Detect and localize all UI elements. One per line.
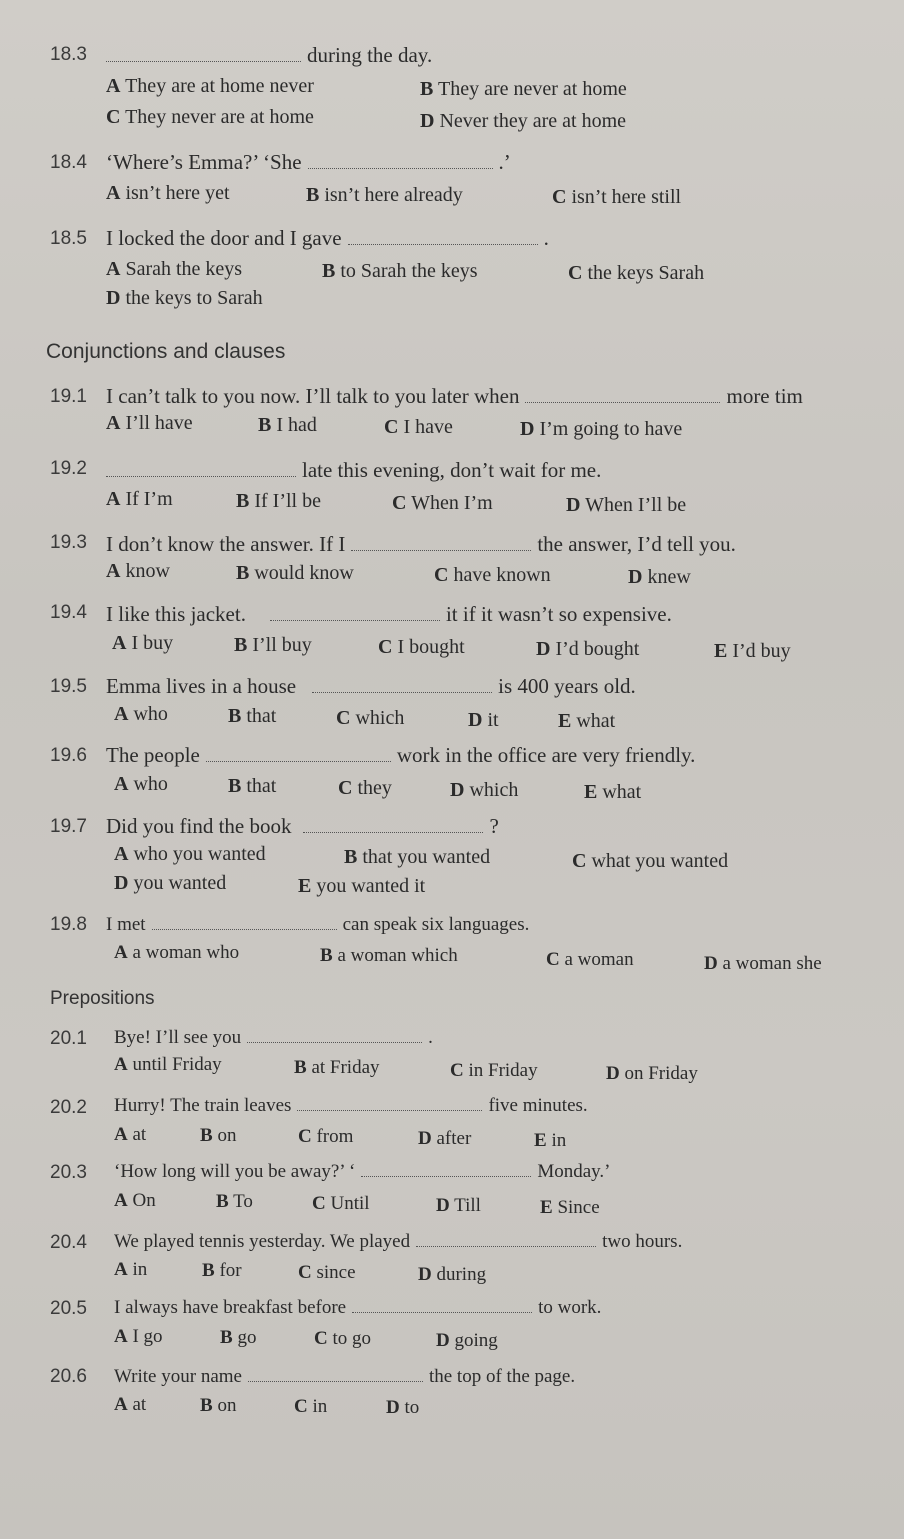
option-c[interactable]: C isn’t here still	[552, 186, 682, 208]
option-a[interactable]: A at	[114, 1124, 147, 1145]
option-a[interactable]: A in	[114, 1259, 148, 1280]
option-b[interactable]: B If I’ll be	[236, 490, 321, 512]
option-b[interactable]: B at Friday	[294, 1057, 380, 1078]
option-d[interactable]: D on Friday	[606, 1063, 698, 1084]
option-b[interactable]: B that	[228, 705, 277, 727]
option-b[interactable]: B go	[220, 1327, 257, 1348]
question-stem: Bye! I’ll see you .	[114, 1027, 433, 1048]
option-c[interactable]: C from	[298, 1126, 354, 1147]
question-number: 18.3	[50, 44, 87, 65]
option-d[interactable]: D a woman she	[704, 953, 822, 974]
option-a[interactable]: A a woman who	[114, 942, 240, 963]
question-number: 20.5	[50, 1298, 87, 1319]
option-e[interactable]: E I’d buy	[714, 640, 791, 662]
option-b[interactable]: B on	[200, 1125, 237, 1146]
option-a[interactable]: A If I’m	[106, 488, 173, 510]
question-number: 19.8	[50, 914, 87, 935]
option-a[interactable]: A until Friday	[114, 1054, 222, 1075]
section-heading-conjunctions: Conjunctions and clauses	[46, 340, 286, 363]
option-c[interactable]: C they	[338, 777, 392, 799]
option-b[interactable]: B on	[200, 1395, 237, 1416]
question-stem: We played tennis yesterday. We played two hours.	[114, 1231, 683, 1252]
question-stem: during the day.	[106, 43, 432, 68]
option-c[interactable]: C to go	[314, 1328, 372, 1349]
option-e[interactable]: E in	[534, 1130, 567, 1151]
option-e[interactable]: E Since	[540, 1197, 600, 1218]
option-d[interactable]: D you wanted	[114, 872, 227, 894]
option-d[interactable]: D I’m going to have	[520, 418, 683, 440]
option-a[interactable]: A who	[114, 703, 168, 725]
option-d[interactable]: D knew	[628, 566, 691, 588]
option-d[interactable]: D Never they are at home	[420, 110, 627, 132]
option-e[interactable]: E you wanted it	[298, 875, 426, 897]
option-c[interactable]: C Until	[312, 1193, 370, 1214]
question-number: 20.4	[50, 1232, 87, 1253]
option-a[interactable]: A I go	[114, 1326, 163, 1347]
question-number: 20.6	[50, 1366, 87, 1387]
option-d[interactable]: D it	[468, 709, 499, 731]
option-c[interactable]: C the keys Sarah	[568, 262, 705, 284]
option-d[interactable]: D the keys to Sarah	[106, 287, 263, 309]
option-a[interactable]: A I buy	[112, 632, 174, 654]
option-a[interactable]: A at	[114, 1394, 147, 1415]
option-b[interactable]: B They are never at home	[420, 78, 627, 100]
option-e[interactable]: E what	[558, 710, 616, 732]
option-b[interactable]: B To	[216, 1191, 253, 1212]
question-stem: I locked the door and I gave .	[106, 226, 549, 250]
option-c[interactable]: C in	[294, 1396, 328, 1417]
question-stem: The people work in the office are very friendly.	[106, 743, 696, 767]
option-b[interactable]: B I had	[258, 414, 317, 436]
option-d[interactable]: D Till	[436, 1195, 481, 1216]
option-a[interactable]: A They are at home never	[106, 75, 314, 97]
question-stem: Emma lives in a house is 400 years old.	[106, 674, 636, 698]
option-c[interactable]: C They never are at home	[106, 106, 314, 128]
option-d[interactable]: D I’d bought	[536, 638, 640, 660]
question-number: 18.5	[50, 228, 87, 249]
question-stem: I like this jacket. it if it wasn’t so expensive.	[106, 602, 672, 626]
question-stem: ‘How long will you be away?’ ‘ Monday.’	[114, 1161, 611, 1182]
question-number: 20.2	[50, 1097, 87, 1118]
question-number: 19.6	[50, 745, 87, 766]
option-c[interactable]: C which	[336, 707, 405, 729]
option-b[interactable]: B to Sarah the keys	[322, 260, 478, 282]
option-d[interactable]: D When I’ll be	[566, 494, 687, 516]
question-number: 18.4	[50, 152, 87, 173]
question-number: 19.2	[50, 458, 87, 479]
question-stem: ‘Where’s Emma?’ ‘She .’	[106, 150, 511, 174]
option-a[interactable]: A On	[114, 1190, 156, 1211]
option-d[interactable]: D going	[436, 1330, 498, 1351]
option-a[interactable]: A Sarah the keys	[106, 258, 243, 280]
question-stem: I met can speak six languages.	[106, 914, 530, 935]
section-heading-prepositions: Prepositions	[50, 988, 155, 1009]
option-d[interactable]: D which	[450, 779, 519, 801]
option-a[interactable]: A I’ll have	[106, 412, 193, 434]
option-c[interactable]: C a woman	[546, 949, 634, 970]
option-d[interactable]: D during	[418, 1264, 487, 1285]
option-e[interactable]: E what	[584, 781, 642, 803]
question-stem: I can’t talk to you now. I’ll talk to you later when more tim	[106, 384, 803, 408]
option-a[interactable]: A who you wanted	[114, 843, 266, 865]
option-c[interactable]: C I bought	[378, 636, 465, 658]
option-b[interactable]: B that you wanted	[344, 846, 491, 868]
question-stem: Write your name the top of the page.	[114, 1366, 576, 1387]
question-number: 20.1	[50, 1028, 87, 1049]
question-stem: I always have breakfast before to work.	[114, 1297, 602, 1318]
option-a[interactable]: A know	[106, 560, 170, 582]
question-number: 20.3	[50, 1162, 87, 1183]
option-b[interactable]: B for	[202, 1260, 242, 1281]
option-a[interactable]: A isn’t here yet	[106, 182, 230, 204]
question-number: 19.7	[50, 816, 87, 837]
option-c[interactable]: C I have	[384, 416, 453, 438]
option-c[interactable]: C what you wanted	[572, 850, 729, 872]
question-number: 19.5	[50, 676, 87, 697]
option-d[interactable]: D to	[386, 1397, 420, 1418]
option-b[interactable]: B a woman which	[320, 945, 458, 966]
option-b[interactable]: B isn’t here already	[306, 184, 463, 206]
question-number: 19.3	[50, 532, 87, 553]
option-c[interactable]: C have known	[434, 564, 551, 586]
question-stem: Did you find the book ?	[106, 814, 499, 838]
option-d[interactable]: D after	[418, 1128, 472, 1149]
option-c[interactable]: C When I’m	[392, 492, 493, 514]
option-b[interactable]: B would know	[236, 562, 354, 584]
option-c[interactable]: C since	[298, 1262, 356, 1283]
question-number: 19.1	[50, 386, 87, 407]
option-b[interactable]: B I’ll buy	[234, 634, 312, 656]
question-stem: I don’t know the answer. If I the answer, I’d tell you.	[106, 532, 736, 556]
option-c[interactable]: C in Friday	[450, 1060, 538, 1081]
option-a[interactable]: A who	[114, 773, 168, 795]
option-b[interactable]: B that	[228, 775, 277, 797]
question-stem: Hurry! The train leaves five minutes.	[114, 1095, 588, 1116]
question-number: 19.4	[50, 602, 87, 623]
question-stem: late this evening, don’t wait for me.	[106, 458, 601, 483]
